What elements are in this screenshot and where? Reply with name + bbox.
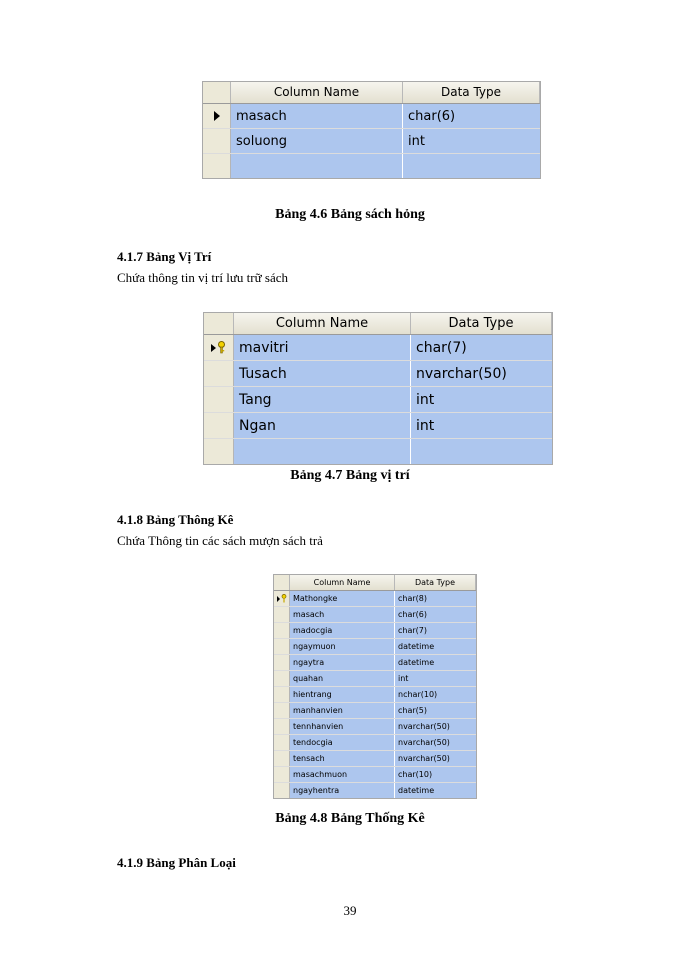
row-selector	[274, 655, 290, 670]
data-type-cell[interactable]: char(10)	[395, 767, 476, 782]
table-caption-4-7: Bảng 4.7 Bảng vị trí	[290, 468, 410, 483]
table-row[interactable]	[274, 687, 476, 703]
data-type-cell[interactable]: nvarchar(50)	[411, 361, 552, 386]
table-row-empty[interactable]	[204, 439, 552, 464]
column-name-cell[interactable]: Tusach	[234, 361, 411, 386]
column-name-header: Column Name	[290, 575, 395, 590]
data-type-header: Data Type	[411, 313, 552, 334]
section-heading-4-1-9: 4.1.9 Bảng Phân Loại	[117, 855, 236, 870]
column-name-cell[interactable]: hientrang	[290, 687, 395, 702]
table-row[interactable]	[274, 783, 476, 798]
row-selector-header	[203, 82, 231, 103]
section-heading-4-1-7: 4.1.7 Bảng Vị Trí	[117, 249, 212, 264]
row-selector-header	[274, 575, 290, 590]
column-name-cell[interactable]: quahan	[290, 671, 395, 686]
table-row[interactable]	[274, 671, 476, 687]
primary-key-row-indicator	[274, 591, 290, 606]
data-type-header: Data Type	[395, 575, 476, 590]
row-selector	[274, 703, 290, 718]
row-selector	[274, 751, 290, 766]
data-type-cell[interactable]: int	[395, 671, 476, 686]
table-row[interactable]	[204, 361, 552, 387]
row-selector	[203, 154, 231, 178]
row-selector	[274, 783, 290, 798]
section-description-4-1-7: Chứa thông tin vị trí lưu trữ sách	[117, 270, 288, 285]
data-type-cell[interactable]: datetime	[395, 639, 476, 654]
row-selector	[274, 623, 290, 638]
primary-key-icon	[211, 341, 226, 354]
column-name-cell[interactable]: Tang	[234, 387, 411, 412]
table-row[interactable]	[274, 735, 476, 751]
data-type-cell[interactable]: nchar(10)	[395, 687, 476, 702]
row-selector	[274, 607, 290, 622]
data-type-cell[interactable]: int	[411, 413, 552, 438]
data-type-cell[interactable]: nvarchar(50)	[395, 735, 476, 750]
data-type-cell[interactable]: char(5)	[395, 703, 476, 718]
table-row[interactable]	[274, 591, 476, 607]
row-selector	[203, 129, 231, 153]
table-row[interactable]	[274, 607, 476, 623]
row-selector	[274, 719, 290, 734]
column-name-cell[interactable]: ngaytra	[290, 655, 395, 670]
table-row[interactable]	[274, 655, 476, 671]
table-4-8-grid	[273, 574, 477, 799]
data-type-cell[interactable]	[411, 439, 552, 464]
table-row[interactable]	[204, 387, 552, 413]
table-row[interactable]	[274, 623, 476, 639]
row-selector-header	[204, 313, 234, 334]
data-type-header: Data Type	[403, 82, 540, 103]
row-selector	[274, 687, 290, 702]
column-name-cell[interactable]: tensach	[290, 751, 395, 766]
section-heading-4-1-8: 4.1.8 Bảng Thông Kê	[117, 512, 234, 527]
column-name-cell[interactable]: ngaymuon	[290, 639, 395, 654]
data-type-cell[interactable]: char(7)	[395, 623, 476, 638]
data-type-cell[interactable]: int	[411, 387, 552, 412]
table-4-7-grid	[203, 312, 553, 465]
column-name-cell[interactable]	[231, 154, 403, 178]
row-selector	[274, 767, 290, 782]
column-name-cell[interactable]: manhanvien	[290, 703, 395, 718]
data-type-cell[interactable]: char(8)	[395, 591, 476, 606]
table-row[interactable]	[274, 703, 476, 719]
primary-key-row-indicator	[204, 335, 234, 360]
column-name-header: Column Name	[234, 313, 411, 334]
data-type-cell[interactable]: char(7)	[411, 335, 552, 360]
data-type-cell[interactable]: int	[403, 129, 540, 153]
table-row[interactable]	[274, 719, 476, 735]
row-selector	[204, 413, 234, 438]
table-row[interactable]	[203, 104, 540, 129]
column-name-cell[interactable]: ngayhentra	[290, 783, 395, 798]
table-row[interactable]	[274, 751, 476, 767]
table-caption-4-6: Bảng 4.6 Bảng sách hỏng	[275, 207, 425, 222]
column-name-cell[interactable]: madocgia	[290, 623, 395, 638]
column-name-cell[interactable]: tendocgia	[290, 735, 395, 750]
row-selector	[204, 439, 234, 464]
column-name-cell[interactable]: mavitri	[234, 335, 411, 360]
page-number: 39	[343, 903, 357, 918]
table-row[interactable]	[274, 767, 476, 783]
data-type-cell[interactable]: datetime	[395, 655, 476, 670]
current-row-arrow-icon	[203, 104, 231, 128]
row-selector	[204, 361, 234, 386]
table-row-empty[interactable]	[203, 154, 540, 178]
column-name-cell[interactable]	[234, 439, 411, 464]
table-row[interactable]	[204, 413, 552, 439]
table-row[interactable]	[204, 335, 552, 361]
table-header	[274, 575, 476, 591]
table-header	[203, 82, 540, 104]
table-row[interactable]	[203, 129, 540, 154]
data-type-cell[interactable]: nvarchar(50)	[395, 751, 476, 766]
column-name-cell[interactable]: masachmuon	[290, 767, 395, 782]
data-type-cell[interactable]	[403, 154, 540, 178]
data-type-cell[interactable]: datetime	[395, 783, 476, 798]
row-selector	[274, 639, 290, 654]
primary-key-icon	[277, 594, 287, 603]
column-name-cell[interactable]: Mathongke	[290, 591, 395, 606]
row-selector	[204, 387, 234, 412]
data-type-cell[interactable]: char(6)	[403, 104, 540, 128]
table-caption-4-8: Bảng 4.8 Bảng Thống Kê	[275, 811, 425, 826]
column-name-cell[interactable]: soluong	[231, 129, 403, 153]
row-selector	[274, 671, 290, 686]
table-header	[204, 313, 552, 335]
column-name-cell[interactable]: tennhanvien	[290, 719, 395, 734]
column-name-header: Column Name	[231, 82, 403, 103]
column-name-cell[interactable]: masach	[290, 607, 395, 622]
column-name-cell[interactable]: Ngan	[234, 413, 411, 438]
section-description-4-1-8: Chứa Thông tin các sách mượn sách trả	[117, 533, 323, 548]
table-row[interactable]	[274, 639, 476, 655]
row-selector	[274, 735, 290, 750]
column-name-cell[interactable]: masach	[231, 104, 403, 128]
data-type-cell[interactable]: char(6)	[395, 607, 476, 622]
table-4-6-grid	[202, 81, 541, 179]
data-type-cell[interactable]: nvarchar(50)	[395, 719, 476, 734]
